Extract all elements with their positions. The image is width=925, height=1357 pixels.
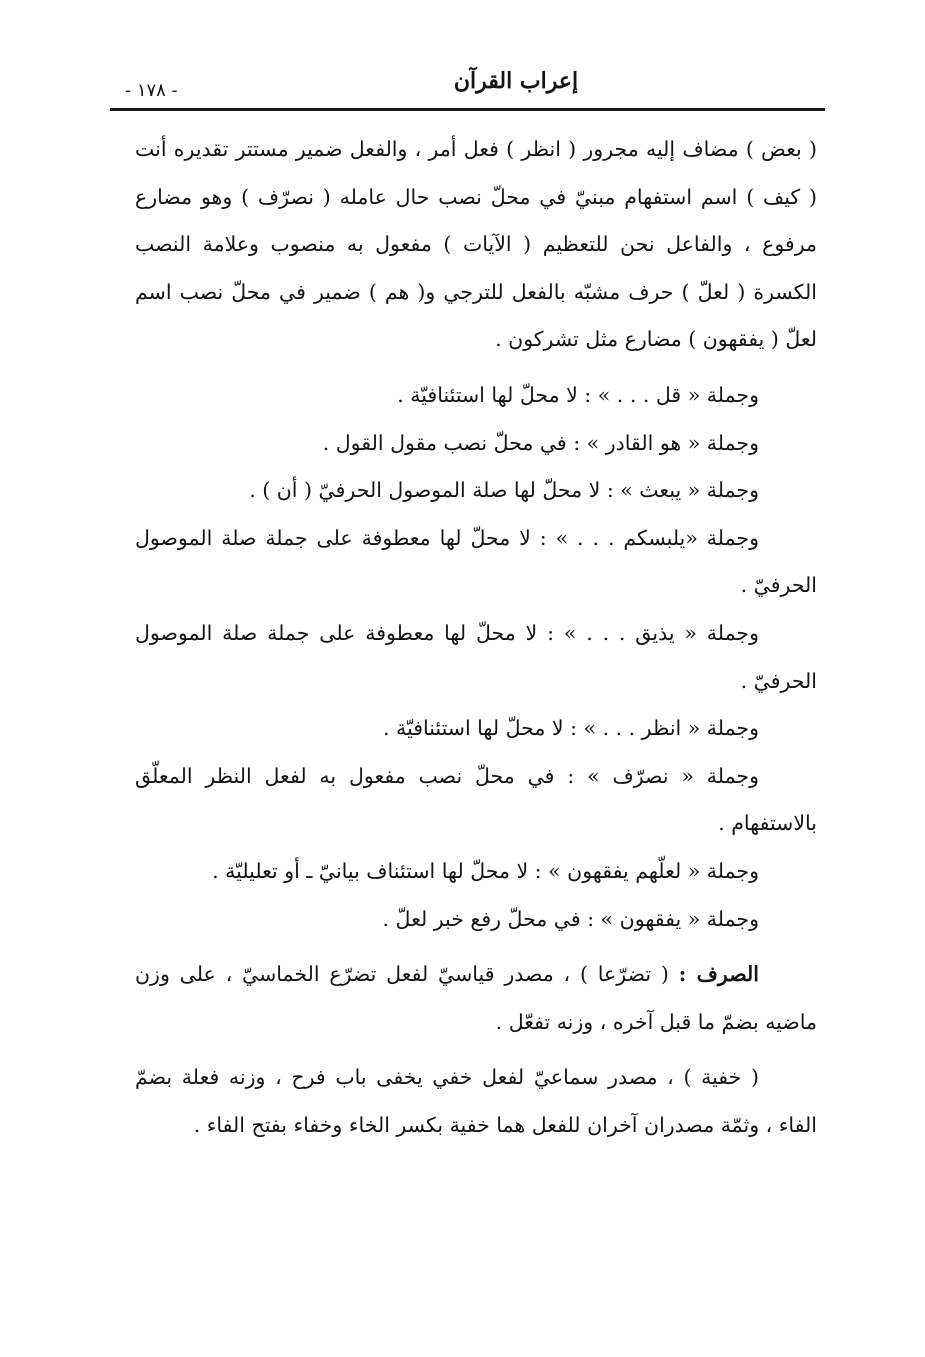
sarf-paragraph [135,951,817,1046]
page-number: - ١٧٨ - [125,80,178,101]
page-body [125,66,817,1149]
sentence-item: وجملة « يبعث » : لا محلّ لها صلة الموصول الحرفيّ ( أن ) . [249,478,759,503]
intro-paragraph: ( بعض ) مضاف إليه مجرور ( انظر ) فعل أمر ، والفعل ضمير مستتر تقديره أنت ( كيف ) اسم استفهام مبنيّ في محلّ نصب حال عامله ( نصرّف ) وهو مضارع مرفوع ، والفاعل نحن للتعظيم ( الآيات ) مفعول به منصوب وعلامة النصب الكسرة ( لعلّ ) حرف مشبّه بالفعل للترجي و( هم ) ضمير في محلّ نصب اسم لعلّ ( يفقهون ) مضارع مثل تشركون . [135,137,817,352]
closing-paragraph: ( خفية ) ، مصدر سماعيّ لفعل خفي يخفى باب فرح ، وزنه فعلة بضمّ الفاء ، وثمّة مصدران آخران للفعل هما خفية بكسر الخاء وخفاء بفتح الفاء . [135,1065,817,1137]
sentence-item: وجملة «يلبسكم . . . » : لا محلّ لها معطوفة على جملة صلة الموصول الحرفيّ . [135,525,817,598]
spacer [135,1046,817,1054]
page-content [135,126,817,1149]
running-title: إعراب القرآن [453,68,579,94]
page-header [125,66,817,104]
sentence-item: وجملة « هو القادر » : في محلّ نصب مقول القول . [322,430,759,455]
spacer [135,943,817,951]
header-divider [110,108,825,111]
sarf-label: الصرف : [678,962,759,987]
sentence-item: وجملة « قل . . . » : لا محلّ لها استئنافيّة . [397,382,759,407]
sentence-item: وجملة « لعلّهم يفقهون » : لا محلّ لها استئناف بيانيّ ـ أو تعليليّة . [212,858,759,883]
sentence-item: وجملة « نصرّف » : في محلّ نصب مفعول به لفعل النظر المعلّق بالاستفهام . [135,763,817,836]
sentence-item: وجملة « يفقهون » : في محلّ رفع خبر لعلّ . [382,906,759,931]
sarf-text: ( تضرّعا ) ، مصدر قياسيّ لفعل تضرّع الخماسيّ ، على وزن ماضيه بضمّ ما قبل آخره ، وزنه تفعّل . [135,962,817,1034]
sentence-item: وجملة « انظر . . . » : لا محلّ لها استئنافيّة . [382,716,759,741]
sentence-item: وجملة « يذيق . . . » : لا محلّ لها معطوفة على جملة صلة الموصول الحرفيّ . [135,620,817,693]
spacer [135,364,817,372]
